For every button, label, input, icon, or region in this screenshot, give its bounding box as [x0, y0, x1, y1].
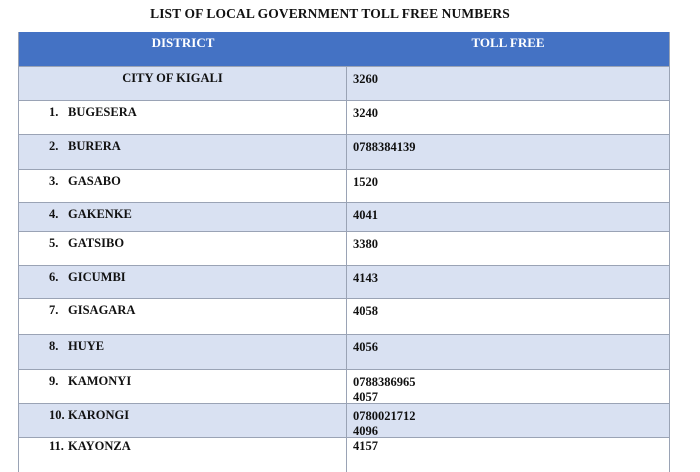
- district-name: GICUMBI: [68, 270, 126, 284]
- toll-free-cell: [347, 67, 669, 100]
- table-row: [19, 101, 669, 135]
- toll-number: 0788384139: [353, 140, 416, 154]
- table-row: [19, 299, 669, 335]
- table-row: [19, 404, 669, 438]
- table-row: [19, 266, 669, 299]
- toll-free-cell: [347, 370, 669, 403]
- row-number: 3.: [49, 174, 59, 188]
- toll-free-cell: [347, 299, 669, 334]
- district-name: KARONGI: [68, 408, 130, 422]
- toll-free-cell: [347, 135, 669, 169]
- toll-free-cell: [347, 438, 669, 472]
- district-cell: [19, 170, 347, 202]
- district-name: GAKENKE: [68, 207, 132, 221]
- toll-number: 4057: [353, 390, 378, 404]
- toll-free-cell: [347, 335, 669, 369]
- district-name: KAYONZA: [68, 439, 131, 453]
- district-cell: [19, 135, 347, 169]
- toll-number: 1520: [353, 175, 378, 189]
- table-row: [19, 67, 669, 101]
- district-cell: [19, 203, 347, 231]
- district-name: HUYE: [68, 339, 105, 353]
- district-name: BUGESERA: [68, 105, 137, 119]
- toll-free-cell: [347, 404, 669, 437]
- toll-free-cell: [347, 101, 669, 134]
- toll-free-cell: [347, 203, 669, 231]
- district-name: GASABO: [68, 174, 121, 188]
- toll-number: 4056: [353, 340, 378, 354]
- district-name: GISAGARA: [68, 303, 136, 317]
- row-number: 11.: [49, 439, 64, 453]
- district-name: GATSIBO: [68, 236, 125, 250]
- toll-number: 4058: [353, 304, 378, 318]
- row-number: 2.: [49, 139, 59, 153]
- district-column-header: DISTRICT: [151, 35, 215, 50]
- district-cell: [19, 370, 347, 403]
- district-cell: [19, 335, 347, 369]
- toll-number: 4041: [353, 208, 378, 222]
- toll-number: 3240: [353, 106, 378, 120]
- row-number: 4.: [49, 207, 59, 221]
- table-row: [19, 203, 669, 232]
- toll-free-cell: [347, 232, 669, 265]
- table-row: [19, 335, 669, 370]
- district-name: CITY OF KIGALI: [122, 71, 223, 85]
- toll-free-column-header: TOLL FREE: [471, 35, 545, 50]
- toll-number: 3380: [353, 237, 378, 251]
- row-number: 7.: [49, 303, 59, 317]
- page-title: LIST OF LOCAL GOVERNMENT TOLL FREE NUMBERS: [150, 6, 510, 21]
- row-number: 10.: [49, 408, 65, 422]
- table-row: [19, 438, 669, 472]
- district-cell: [19, 266, 347, 298]
- table-row: [19, 232, 669, 266]
- toll-number: 4157: [353, 439, 378, 453]
- toll-number: 4096: [353, 424, 378, 438]
- toll-number: 3260: [353, 72, 378, 86]
- table-row: [19, 135, 669, 170]
- toll-free-cell: [347, 170, 669, 202]
- district-cell: [19, 101, 347, 134]
- district-cell: [19, 438, 347, 472]
- table-row: [19, 170, 669, 203]
- district-cell: [19, 67, 347, 100]
- district-cell: [19, 404, 347, 437]
- toll-number: 0788386965: [353, 375, 416, 389]
- toll-number: 0780021712: [353, 409, 416, 423]
- row-number: 9.: [49, 374, 59, 388]
- toll-free-cell: [347, 266, 669, 298]
- district-name: KAMONYI: [68, 374, 132, 388]
- district-cell: [19, 232, 347, 265]
- table-header: [19, 32, 669, 67]
- toll-free-table: [18, 32, 670, 472]
- row-number: 8.: [49, 339, 59, 353]
- district-name: BURERA: [68, 139, 121, 153]
- row-number: 1.: [49, 105, 59, 119]
- row-number: 6.: [49, 270, 59, 284]
- district-cell: [19, 299, 347, 334]
- table-row: [19, 370, 669, 404]
- row-number: 5.: [49, 236, 59, 250]
- toll-number: 4143: [353, 271, 378, 285]
